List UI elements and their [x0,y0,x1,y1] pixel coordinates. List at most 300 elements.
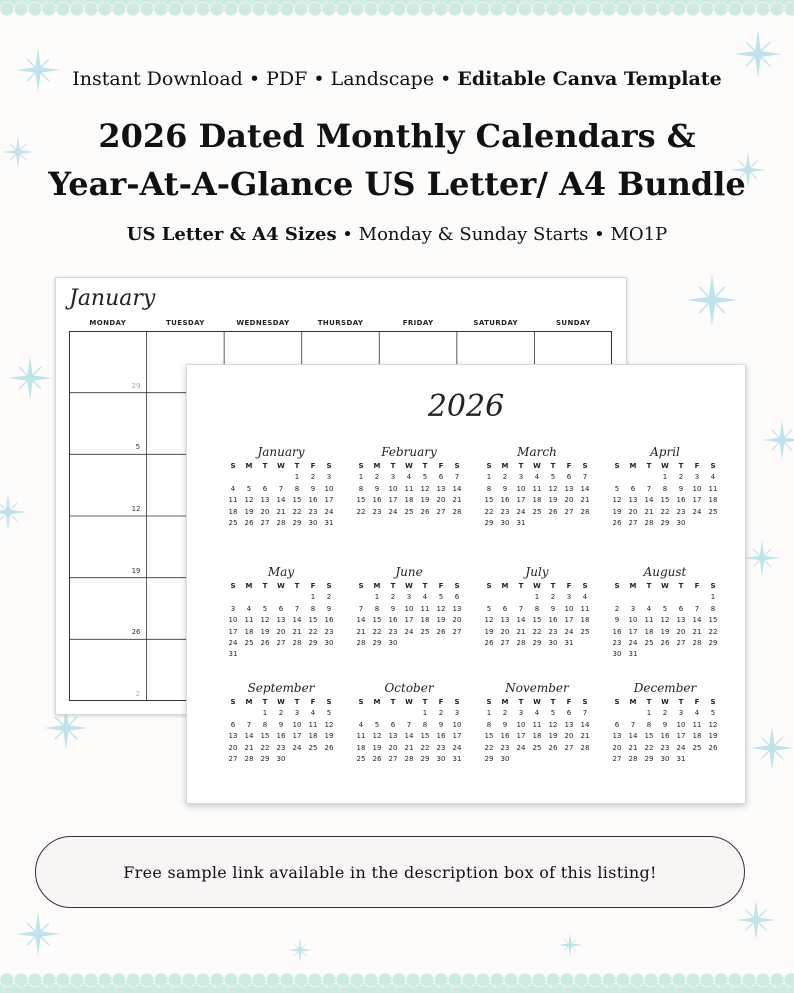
day-of-week-label: T [390,462,396,470]
sparkle-icon [762,420,794,460]
day-number: 8 [662,484,668,493]
weekday-label: FRIDAY [402,319,434,327]
day-number: 3 [518,709,524,718]
day-number: 7 [518,604,524,613]
day-of-week-label: S [358,698,364,706]
empty-day [289,592,305,603]
day-number: 23 [500,743,510,752]
empty-day [257,592,273,603]
day-number: 18 [532,732,542,741]
day-number: 22 [484,743,494,752]
day-number: 23 [276,743,286,752]
day-number: 4 [710,473,716,482]
mini-month-may [225,563,337,661]
day-number: 7 [582,709,588,718]
month-day-grid [353,461,465,518]
day-number: 5 [422,473,428,482]
day-of-week-label: S [710,698,716,706]
day-number: 29 [308,638,318,647]
day-number: 4 [694,709,700,718]
day-of-week-label: T [518,462,524,470]
day-number: 27 [628,518,638,527]
day-number: 29 [372,638,382,647]
day-number: 18 [692,732,702,741]
day-number: 25 [580,627,590,636]
day-number: 30 [500,518,510,527]
day-number: 3 [390,473,396,482]
day-number: 7 [358,604,364,613]
day-number: 5 [710,709,716,718]
day-number: 16 [500,496,510,505]
empty-day [481,592,497,603]
day-number: 1 [710,593,716,602]
day-number: 18 [356,743,366,752]
day-of-week-label: S [326,462,332,470]
size-info-bold: US Letter & A4 Sizes [126,224,337,245]
day-number: 29 [292,518,302,527]
day-number: 12 [548,484,558,493]
day-number: 10 [292,720,302,729]
day-number: 12 [708,720,718,729]
day-number: 16 [676,496,686,505]
day-number: 11 [580,604,590,613]
day-number: 5 [550,473,556,482]
day-number: 30 [548,638,558,647]
day-number: 15 [308,616,318,625]
day-number: 16 [500,732,510,741]
day-number: 25 [532,507,542,516]
day-number: 10 [564,604,574,613]
empty-day [609,592,625,603]
day-number: 31 [564,638,574,647]
empty-day [369,708,385,719]
day-number: 7 [630,720,636,729]
day-number: 12 [260,616,270,625]
day-number: 22 [308,627,318,636]
day-of-week-label: F [438,698,444,706]
day-of-week-label: T [422,462,428,470]
day-number: 5 [438,593,444,602]
day-number: 9 [678,484,684,493]
day-of-week-label: T [678,462,684,470]
january-month-title: January [69,286,156,311]
day-number: 17 [516,496,526,505]
day-number: 8 [486,720,492,729]
day-number: 4 [246,604,252,613]
day-number: 8 [646,720,652,729]
day-number: 15 [420,732,430,741]
day-of-week-label: F [310,582,316,590]
day-number: 28 [628,754,638,763]
free-sample-banner [35,836,745,908]
day-number: 12 [436,604,446,613]
day-of-week-label: T [550,582,556,590]
day-number: 27 [228,754,238,763]
day-number: 3 [630,604,636,613]
day-number: 12 [372,732,382,741]
mini-month-july [481,563,593,649]
day-number: 6 [438,473,444,482]
month-name: December [633,681,697,695]
empty-day [385,708,401,719]
day-number: 24 [516,743,526,752]
day-number: 8 [294,484,300,493]
day-number: 11 [308,720,318,729]
day-of-week-label: W [533,462,541,470]
day-number: 14 [244,732,254,741]
day-number: 20 [452,616,462,625]
day-of-week-label: T [262,462,268,470]
day-of-week-label: F [694,462,700,470]
day-of-week-label: M [629,462,637,470]
day-number: 21 [452,496,462,505]
day-number: 10 [228,616,238,625]
day-number: 19 [548,732,558,741]
day-number: 22 [260,743,270,752]
month-day-grid [609,581,721,661]
day-number: 2 [662,709,668,718]
day-number: 31 [628,650,638,659]
day-number: 1 [374,593,380,602]
day-number: 19 [244,507,254,516]
day-of-week-label: S [454,462,460,470]
day-number: 29 [532,638,542,647]
day-number: 5 [262,604,268,613]
day-number: 4 [406,473,412,482]
day-number: 15 [532,616,542,625]
day-number: 8 [710,604,716,613]
mini-month-november [481,679,593,765]
day-number: 2 [678,473,684,482]
day-number: 15 [372,616,382,625]
day-number: 7 [278,484,284,493]
day-number: 4 [646,604,652,613]
weekday-label: WEDNESDAY [236,319,290,327]
mini-month-june [353,563,465,649]
day-number: 14 [292,616,302,625]
day-number: 21 [404,743,414,752]
day-of-week-label: T [646,582,652,590]
month-name: June [395,565,423,579]
day-number: 1 [358,473,364,482]
day-number: 3 [694,473,700,482]
day-number: 20 [260,507,270,516]
day-of-week-label: M [373,582,381,590]
day-number: 10 [324,484,334,493]
day-number: 29 [131,381,141,390]
day-number: 2 [502,709,508,718]
day-number: 13 [612,732,622,741]
day-number: 26 [131,628,141,637]
day-of-week-label: W [405,462,413,470]
day-number: 24 [516,507,526,516]
sparkle-icon [736,900,776,940]
empty-day [641,592,657,603]
day-number: 11 [644,616,654,625]
day-number: 25 [420,627,430,636]
day-number: 5 [246,484,252,493]
sparkle-icon [750,726,794,770]
day-number: 7 [582,473,588,482]
day-number: 1 [262,709,268,718]
day-number: 2 [135,690,141,698]
empty-day [625,472,641,483]
day-number: 12 [131,505,141,513]
day-number: 6 [630,484,636,493]
day-number: 4 [230,484,236,493]
day-number: 15 [260,732,270,741]
day-number: 28 [356,638,366,647]
day-of-week-label: T [646,462,652,470]
day-of-week-label: S [454,582,460,590]
format-info-line [0,68,794,90]
day-of-week-label: M [373,462,381,470]
day-number: 18 [244,627,254,636]
day-number: 26 [708,743,718,752]
day-number: 9 [502,720,508,729]
day-number: 14 [692,616,702,625]
day-number: 26 [548,507,558,516]
day-number: 22 [292,507,302,516]
day-number: 23 [388,627,398,636]
day-number: 16 [372,496,382,505]
day-of-week-label: F [310,698,316,706]
day-number: 20 [388,743,398,752]
day-number: 6 [454,593,460,602]
day-of-week-label: S [614,698,620,706]
day-number: 31 [452,754,462,763]
day-number: 26 [548,743,558,752]
day-number: 26 [436,627,446,636]
day-number: 18 [420,616,430,625]
day-number: 13 [260,496,270,505]
day-number: 7 [646,484,652,493]
day-number: 22 [532,627,542,636]
day-number: 4 [534,709,540,718]
day-number: 21 [292,627,302,636]
format-info-plain: Instant Download • PDF • Landscape • [72,68,458,90]
weekday-header-row [69,319,612,331]
empty-day [241,592,257,603]
day-of-week-label: W [661,698,669,706]
day-number: 29 [484,518,494,527]
day-number: 30 [308,518,318,527]
size-info-plain: • Monday & Sunday Starts • MO1P [336,224,668,245]
weekday-label: TUESDAY [166,319,205,327]
day-number: 14 [516,616,526,625]
empty-day [641,472,657,483]
day-number: 6 [262,484,268,493]
month-day-grid [225,461,337,529]
day-number: 21 [356,627,366,636]
day-number: 17 [564,616,574,625]
day-number: 17 [324,496,334,505]
day-of-week-label: S [486,462,492,470]
day-number: 13 [564,720,574,729]
scalloped-border-top [0,0,794,24]
day-number: 28 [516,638,526,647]
day-of-week-label: T [518,582,524,590]
day-number: 17 [516,732,526,741]
day-number: 9 [438,720,444,729]
month-name: October [384,681,434,695]
day-number: 22 [660,507,670,516]
day-number: 12 [660,616,670,625]
day-number: 3 [454,709,460,718]
day-number: 14 [580,484,590,493]
day-number: 16 [548,616,558,625]
day-number: 5 [326,709,332,718]
day-number: 25 [244,638,254,647]
day-number: 17 [676,732,686,741]
day-number: 29 [260,754,270,763]
month-day-grid [481,697,593,765]
day-number: 12 [612,496,622,505]
day-of-week-label: F [566,462,572,470]
day-number: 14 [276,496,286,505]
day-number: 24 [292,743,302,752]
day-number: 30 [676,518,686,527]
day-number: 10 [516,484,526,493]
day-number: 25 [692,743,702,752]
day-number: 8 [486,484,492,493]
day-number: 13 [436,484,446,493]
day-of-week-label: F [438,582,444,590]
day-number: 17 [452,732,462,741]
day-number: 7 [294,604,300,613]
day-number: 15 [660,496,670,505]
day-number: 24 [628,638,638,647]
day-number: 5 [662,604,668,613]
day-number: 26 [612,518,622,527]
day-of-week-label: S [358,582,364,590]
day-number: 3 [566,593,572,602]
day-number: 11 [228,496,238,505]
day-of-week-label: F [566,698,572,706]
day-number: 26 [324,743,334,752]
day-number: 10 [516,720,526,729]
empty-day [689,592,705,603]
day-number: 17 [388,496,398,505]
day-number: 27 [452,627,462,636]
day-of-week-label: T [518,698,524,706]
day-number: 28 [244,754,254,763]
day-number: 12 [324,720,334,729]
month-name: February [381,445,437,459]
day-number: 7 [454,473,460,482]
day-of-week-label: T [294,698,300,706]
day-number: 23 [372,507,382,516]
day-number: 1 [294,473,300,482]
day-number: 18 [532,496,542,505]
day-number: 27 [260,518,270,527]
day-number: 27 [564,507,574,516]
day-number: 23 [548,627,558,636]
scalloped-border-bottom [0,965,794,993]
day-number: 24 [388,507,398,516]
day-number: 10 [452,720,462,729]
day-number: 14 [404,732,414,741]
day-number: 24 [228,638,238,647]
day-number: 12 [420,484,430,493]
day-of-week-label: S [710,462,716,470]
day-of-week-label: M [629,582,637,590]
month-name: September [247,681,315,695]
day-of-week-label: W [533,698,541,706]
year-title: 2026 [427,389,505,424]
day-number: 30 [612,650,622,659]
day-number: 30 [388,638,398,647]
day-number: 7 [246,720,252,729]
day-number: 11 [532,720,542,729]
day-number: 19 [660,627,670,636]
month-day-grid [225,697,337,765]
day-number: 13 [676,616,686,625]
day-number: 10 [676,720,686,729]
day-of-week-label: W [405,582,413,590]
day-number: 29 [484,754,494,763]
month-day-grid [225,581,337,661]
day-number: 9 [614,616,620,625]
day-number: 16 [324,616,334,625]
day-number: 21 [276,507,286,516]
product-title-line-2: Year-At-A-Glance US Letter/ A4 Bundle [48,165,746,203]
day-number: 28 [580,507,590,516]
day-number: 25 [404,507,414,516]
day-number: 20 [276,627,286,636]
day-number: 20 [436,496,446,505]
day-number: 8 [358,484,364,493]
day-number: 2 [310,473,316,482]
day-number: 15 [292,496,302,505]
day-of-week-label: S [582,582,588,590]
day-number: 11 [708,484,718,493]
day-number: 19 [548,496,558,505]
day-number: 16 [436,732,446,741]
month-name: March [517,445,557,459]
day-number: 1 [422,709,428,718]
day-of-week-label: M [629,698,637,706]
day-number: 29 [644,754,654,763]
day-number: 2 [550,593,556,602]
empty-day [673,592,689,603]
day-number: 16 [276,732,286,741]
day-number: 23 [660,743,670,752]
day-number: 5 [135,443,141,452]
day-number: 1 [646,709,652,718]
day-number: 17 [628,627,638,636]
day-of-week-label: S [454,698,460,706]
day-of-week-label: M [245,582,253,590]
mini-month-october [353,679,465,765]
month-day-grid [353,697,465,765]
day-number: 29 [660,518,670,527]
empty-day [625,592,641,603]
day-of-week-label: W [661,582,669,590]
day-of-week-label: S [582,462,588,470]
day-of-week-label: T [678,698,684,706]
day-number: 29 [708,638,718,647]
empty-day [241,708,257,719]
day-number: 6 [566,473,572,482]
day-number: 3 [518,473,524,482]
day-of-week-label: S [358,462,364,470]
day-of-week-label: W [405,698,413,706]
day-number: 25 [308,743,318,752]
day-number: 22 [420,743,430,752]
day-number: 10 [404,604,414,613]
empty-day [225,708,241,719]
